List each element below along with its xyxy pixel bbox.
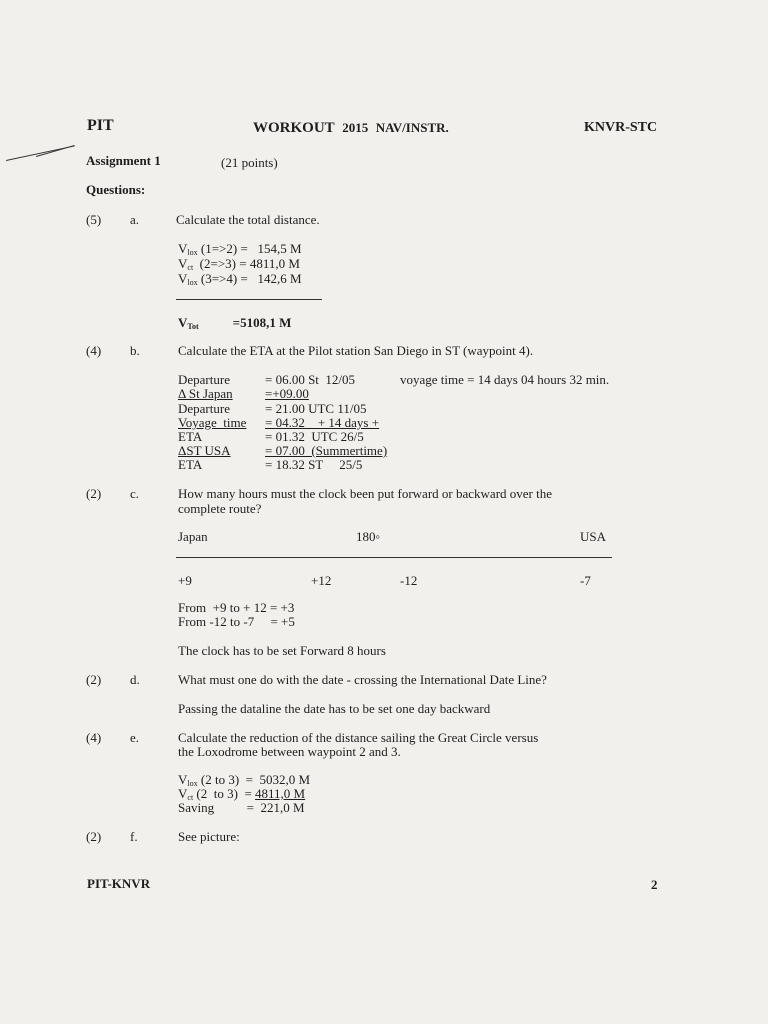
eta-label: Δ St Japan bbox=[178, 386, 233, 401]
question-e-letter: e. bbox=[130, 730, 140, 745]
eta-value: = 18.32 ST 25/5 bbox=[265, 457, 363, 472]
zone-calculation: From +9 to + 12 = +3 bbox=[178, 600, 295, 615]
question-b-points: (4) bbox=[86, 343, 102, 358]
question-f-text: See picture: bbox=[178, 829, 240, 844]
time-zone: +9 bbox=[178, 573, 192, 588]
pen-mark bbox=[36, 145, 75, 157]
question-d-text: What must one do with the date - crossing the International Date Line? bbox=[178, 672, 547, 687]
saving-line: $V_{ct}$ (2 to 3) = 4811,0 M bbox=[178, 786, 306, 802]
time-zone: +12 bbox=[311, 573, 332, 588]
eta-value: = 21.00 UTC 11/05 bbox=[265, 401, 367, 416]
question-d-answer: Passing the dataline the date has to be set one day backward bbox=[178, 701, 491, 716]
eta-value: = 06.00 St 12/05 bbox=[265, 372, 356, 387]
route-line bbox=[176, 557, 612, 558]
question-b-letter: b. bbox=[130, 343, 140, 358]
question-e-text: Calculate the reduction of the distance sailing the Great Circle versus bbox=[178, 730, 539, 745]
assignment-points: (21 points) bbox=[221, 155, 278, 170]
question-c-text: complete route? bbox=[178, 501, 262, 516]
question-e-text: the Loxodrome between waypoint 2 and 3. bbox=[178, 744, 401, 759]
eta-label: ETA bbox=[178, 429, 203, 444]
question-c-answer: The clock has to be set Forward 8 hours bbox=[178, 643, 386, 658]
header-left: PIT bbox=[87, 117, 114, 134]
question-a-points: (5) bbox=[86, 212, 102, 227]
eta-label: ΔST USA bbox=[178, 443, 231, 458]
eta-value: = 04.32 + 14 days + bbox=[265, 415, 380, 430]
eta-label: Departure bbox=[178, 401, 230, 416]
saving-line: $V_{lox}$ (2 to 3) = 5032,0 M bbox=[178, 772, 311, 788]
eta-label: ETA bbox=[178, 457, 203, 472]
question-c-text: How many hours must the clock been put forward or backward over the bbox=[178, 486, 552, 501]
header-title: WORKOUT 2015 NAV/INSTR. bbox=[253, 120, 449, 136]
eta-value: = 07.00 (Summertime) bbox=[265, 443, 388, 458]
eta-value: = 01.32 UTC 26/5 bbox=[265, 429, 364, 444]
footer-left: PIT-KNVR bbox=[87, 876, 151, 891]
question-f-points: (2) bbox=[86, 829, 102, 844]
assignment-label: Assignment 1 bbox=[86, 153, 161, 168]
page-number: 2 bbox=[651, 877, 658, 892]
header-right: KNVR-STC bbox=[584, 120, 658, 135]
sum-divider bbox=[176, 299, 322, 300]
time-zone: -12 bbox=[400, 573, 418, 588]
question-b-text: Calculate the ETA at the Pilot station San Diego in ST (waypoint 4). bbox=[178, 343, 534, 358]
question-d-letter: d. bbox=[130, 672, 140, 687]
route-label-japan: Japan bbox=[178, 529, 208, 544]
question-a-text: Calculate the total distance. bbox=[176, 212, 320, 227]
saving-line: Saving = 221,0 M bbox=[178, 800, 305, 815]
eta-label: Departure bbox=[178, 372, 230, 387]
total-distance: $V_{Tot} =5108,1$ M bbox=[178, 315, 292, 331]
route-label-dateline: 180◦ bbox=[356, 529, 381, 544]
distance-line: $V_{ct}$ (2=>3) = 4811,0 M bbox=[178, 256, 300, 272]
eta-value: =+09.00 bbox=[265, 386, 309, 401]
voyage-time-note: voyage time = 14 days 04 hours 32 min. bbox=[400, 372, 610, 387]
time-zone: -7 bbox=[580, 573, 591, 588]
question-c-letter: c. bbox=[130, 486, 140, 501]
questions-label: Questions: bbox=[86, 182, 146, 197]
eta-label: Voyage time bbox=[178, 415, 247, 430]
distance-line: $V_{lox}$ (1=>2) = 154,5 M bbox=[178, 241, 302, 257]
distance-line: $V_{lox}$ (3=>4) = 142,6 M bbox=[178, 271, 302, 287]
question-a-letter: a. bbox=[130, 212, 140, 227]
question-c-points: (2) bbox=[86, 486, 102, 501]
question-d-points: (2) bbox=[86, 672, 102, 687]
zone-calculation: From -12 to -7 = +5 bbox=[178, 614, 295, 629]
question-e-points: (4) bbox=[86, 730, 102, 745]
question-f-letter: f. bbox=[130, 829, 138, 844]
route-label-usa: USA bbox=[580, 529, 607, 544]
